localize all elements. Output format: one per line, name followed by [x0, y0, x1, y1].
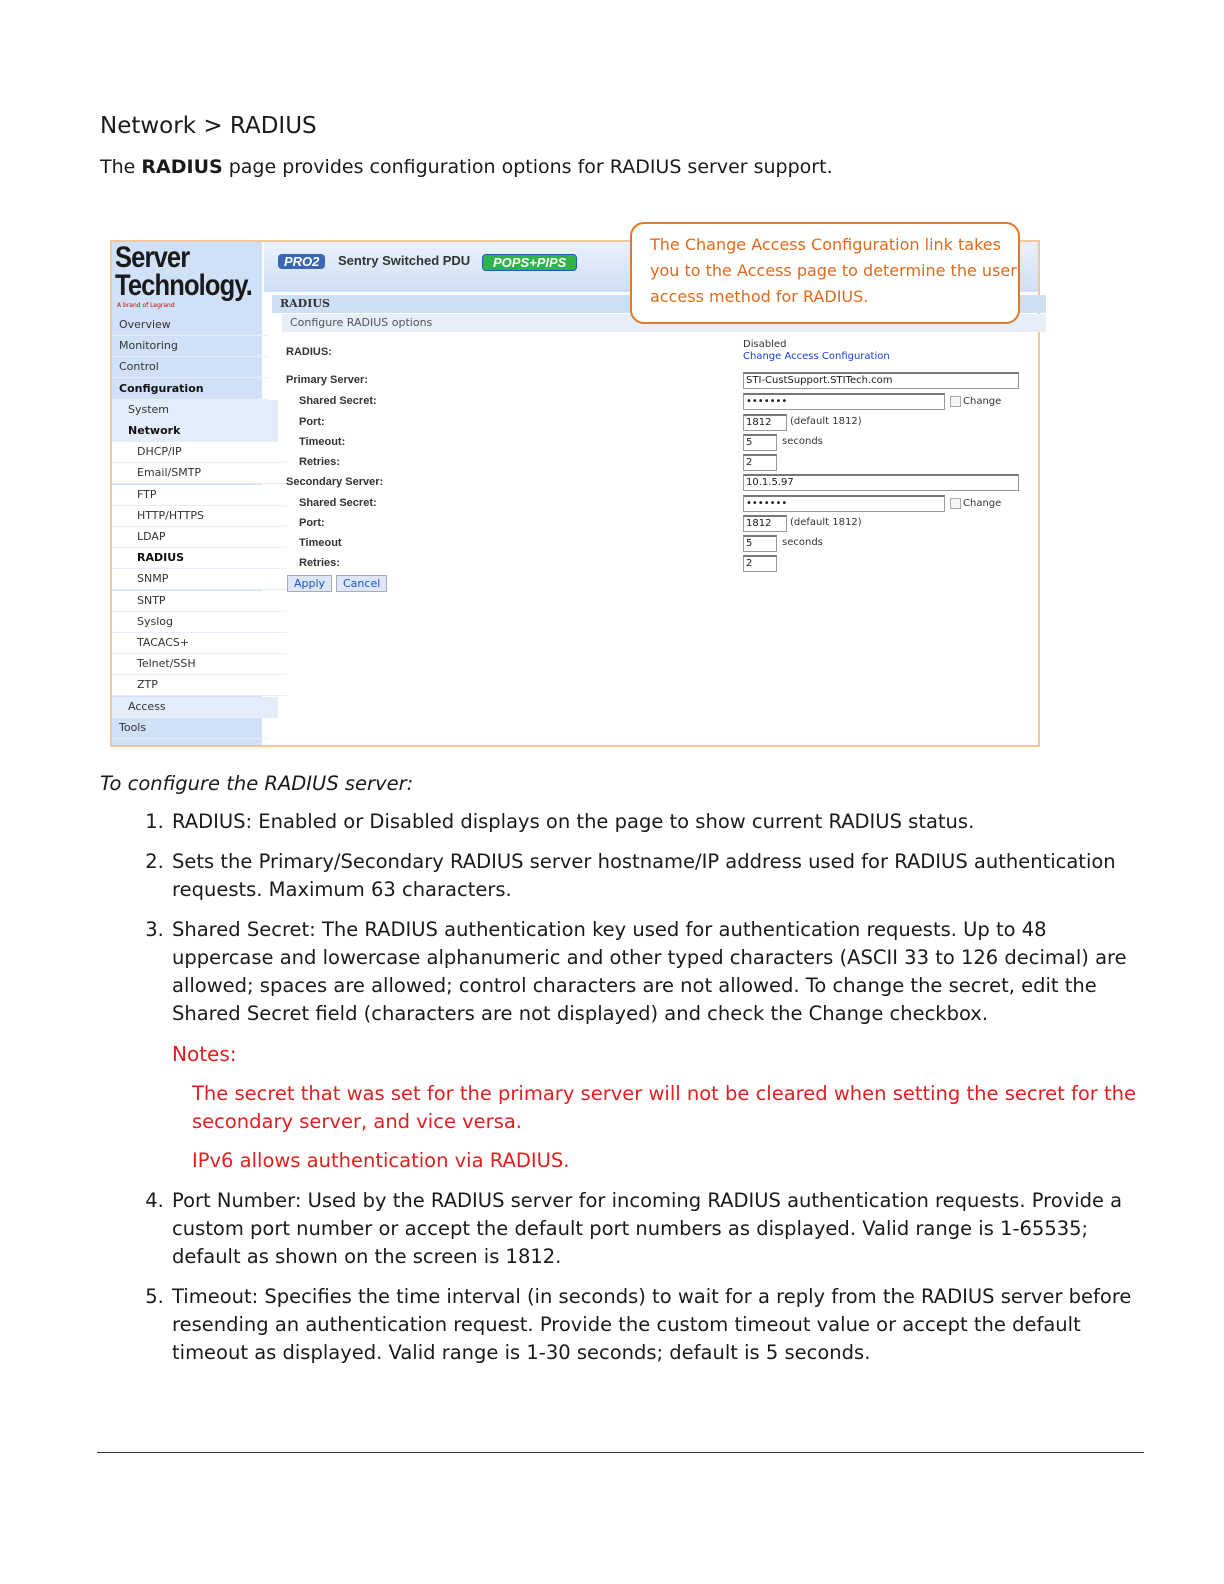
secondary-change-checkbox[interactable]	[950, 498, 961, 509]
sidebar-item-control[interactable]	[112, 357, 269, 378]
sidebar-item-label: Overview	[119, 318, 171, 331]
sidebar-item-label: RADIUS	[137, 551, 185, 565]
sidebar-item-label: Control	[119, 360, 159, 374]
secondary-change-label: Change	[963, 498, 1002, 509]
sidebar-item-label: Monitoring	[119, 339, 178, 353]
primary-port-label: Port:	[299, 416, 325, 428]
logo-line1: Server	[115, 241, 190, 274]
pro2-badge: PRO2	[278, 254, 325, 269]
sidebar-item-system[interactable]	[112, 400, 278, 421]
cancel-button[interactable]: Cancel	[336, 575, 387, 592]
logo-line2: Technology.	[115, 269, 253, 302]
note-2: IPv6 allows authentication via RADIUS.	[192, 1149, 570, 1172]
secondary-port-input[interactable]: 1812	[743, 515, 787, 532]
callout-annotation: The Change Access Configuration link takes you to the Access page to determine the user access method for RADIUS.	[630, 222, 1020, 324]
product-title: Sentry Switched PDU	[338, 253, 471, 268]
footer-rule	[97, 1452, 1144, 1453]
primary-port-default: (default 1812)	[790, 416, 862, 427]
sidebar-item-snmp[interactable]	[112, 569, 287, 590]
change-access-configuration-link[interactable]: Change Access Configuration	[743, 351, 890, 362]
section-subtitle: Configure RADIUS options	[282, 314, 1046, 332]
sidebar-item-telnet-ssh[interactable]	[112, 654, 287, 675]
apply-button[interactable]: Apply	[287, 575, 332, 592]
sidebar-item-label: HTTP/HTTPS	[137, 508, 204, 522]
intro-text	[100, 156, 833, 178]
sidebar-item-tools[interactable]	[112, 718, 269, 739]
primary-secret-input[interactable]: •••••••	[743, 393, 945, 410]
notes-heading: Notes:	[172, 1042, 237, 1066]
page-heading: Network > RADIUS	[100, 113, 317, 139]
sidebar-item-label: DHCP/IP	[137, 445, 182, 459]
sidebar-item-label: SNTP	[137, 593, 166, 607]
secondary-secret-input[interactable]: •••••••	[743, 495, 945, 512]
secondary-retries-label: Retries:	[299, 557, 340, 569]
sidebar-item-access[interactable]	[112, 697, 278, 718]
sidebar-item-ztp[interactable]	[112, 675, 287, 696]
secondary-secret-label: Shared Secret:	[299, 497, 377, 509]
pops-pips-badge: POPS+PIPS	[482, 254, 577, 271]
sidebar-item-label: SNMP	[137, 572, 169, 586]
steps-heading: To configure the RADIUS server:	[100, 772, 414, 795]
intro-bold: RADIUS	[141, 156, 223, 178]
note-1: The secret that was set for the primary server will not be cleared when setting the secret for the secondary server, and vice versa.	[192, 1082, 1137, 1133]
intro-post: page provides configuration options for RADIUS server support.	[222, 156, 833, 178]
sidebar-item-label: FTP	[137, 487, 157, 501]
secondary-server-label: Secondary Server:	[286, 476, 384, 488]
sidebar-item-label: Configuration	[119, 381, 204, 395]
step-5: 5. Timeout: Specifies the time interval (in seconds) to wait for a reply from the RADIUS server before resending an authentication request. Provide the custom timeout value or accept the default timeout as displayed. Valid range is 1-30 seconds; default is 5 seconds.	[170, 1283, 1150, 1367]
sidebar-item-http-https[interactable]	[112, 506, 287, 527]
section-title: RADIUS	[272, 295, 1046, 313]
sidebar-item-label: Network	[128, 424, 181, 437]
sidebar-item-ftp[interactable]	[112, 485, 287, 506]
sidebar-item-overview[interactable]	[112, 315, 269, 336]
sidebar-item-label: Telnet/SSH	[137, 657, 196, 671]
primary-port-input[interactable]: 1812	[743, 414, 787, 431]
sidebar-item-radius[interactable]	[112, 548, 287, 569]
step-2: 2. Sets the Primary/Secondary RADIUS server hostname/IP address used for RADIUS authentication requests. Maximum 63 characters.	[170, 848, 1150, 904]
secondary-timeout-label: Timeout	[299, 537, 342, 549]
step-3-text: Shared Secret: The RADIUS authentication key used for authentication requests. Up to 48 uppercase and lowercase alphanumeric and other typed characters (ASCII 33 to 126 decimal) are allowed; spaces are allowed; control characters are not allowed. To change the secret, edit the Shared Secret field (characters are not displayed) and check the Change checkbox.	[172, 918, 1127, 1025]
secondary-timeout-input[interactable]: 5	[743, 535, 777, 552]
sidebar-item-label: LDAP	[137, 530, 166, 543]
step-3	[170, 916, 1150, 1175]
sidebar-item-email-smtp[interactable]	[112, 463, 287, 484]
sidebar-item-tacacs-[interactable]	[112, 633, 287, 654]
step-4: 4. Port Number: Used by the RADIUS server for incoming RADIUS authentication requests. Provide a custom port number or accept the default port numbers as displayed. Valid range is 1-65535; default as shown on the screen is 1812.	[170, 1187, 1150, 1271]
steps-list	[100, 808, 1150, 1367]
sidebar-item-monitoring[interactable]	[112, 336, 269, 357]
step-1: 1. RADIUS: Enabled or Disabled displays on the page to show current RADIUS status.	[170, 808, 1150, 836]
sidebar-item-label: System	[128, 402, 170, 416]
primary-timeout-input[interactable]: 5	[743, 434, 777, 451]
sidebar-item-label: Email/SMTP	[137, 466, 202, 480]
sidebar-item-label: TACACS+	[137, 636, 190, 649]
intro-pre: The	[100, 156, 142, 178]
primary-server-input[interactable]: STI-CustSupport.STITech.com	[743, 372, 1019, 389]
logo	[115, 241, 253, 302]
primary-change-checkbox[interactable]	[950, 396, 961, 407]
sidebar-item-dhcp-ip[interactable]	[112, 442, 287, 463]
primary-seconds: seconds	[782, 436, 823, 447]
sidebar-item-label: Syslog	[137, 614, 173, 628]
logo-tag: A brand of Legrand	[117, 302, 175, 309]
notes	[172, 1040, 1150, 1175]
primary-secret-label: Shared Secret:	[299, 395, 377, 407]
primary-retries-label: Retries:	[299, 456, 340, 468]
secondary-seconds: seconds	[782, 537, 823, 548]
primary-change-label: Change	[963, 396, 1002, 407]
sidebar-item-label: Tools	[119, 720, 147, 734]
secondary-port-label: Port:	[299, 517, 325, 529]
sidebar-item-configuration[interactable]	[112, 379, 269, 400]
primary-retries-input[interactable]: 2	[743, 454, 777, 471]
sidebar-item-ldap[interactable]	[112, 527, 287, 548]
sidebar-item-syslog[interactable]	[112, 612, 287, 633]
secondary-port-default: (default 1812)	[790, 517, 862, 528]
secondary-retries-input[interactable]: 2	[743, 555, 777, 572]
radius-status: Disabled	[743, 339, 787, 350]
primary-server-label: Primary Server:	[286, 374, 368, 386]
sidebar-item-label: ZTP	[137, 678, 158, 692]
radius-label: RADIUS:	[286, 346, 332, 358]
instructions	[100, 770, 1150, 1379]
sidebar	[112, 242, 262, 745]
sidebar-item-sntp[interactable]	[112, 591, 287, 612]
primary-timeout-label: Timeout:	[299, 436, 346, 448]
sidebar-item-network[interactable]	[112, 421, 278, 442]
sidebar-item-label: Access	[128, 699, 166, 713]
secondary-server-input[interactable]: 10.1.5.97	[743, 474, 1019, 491]
